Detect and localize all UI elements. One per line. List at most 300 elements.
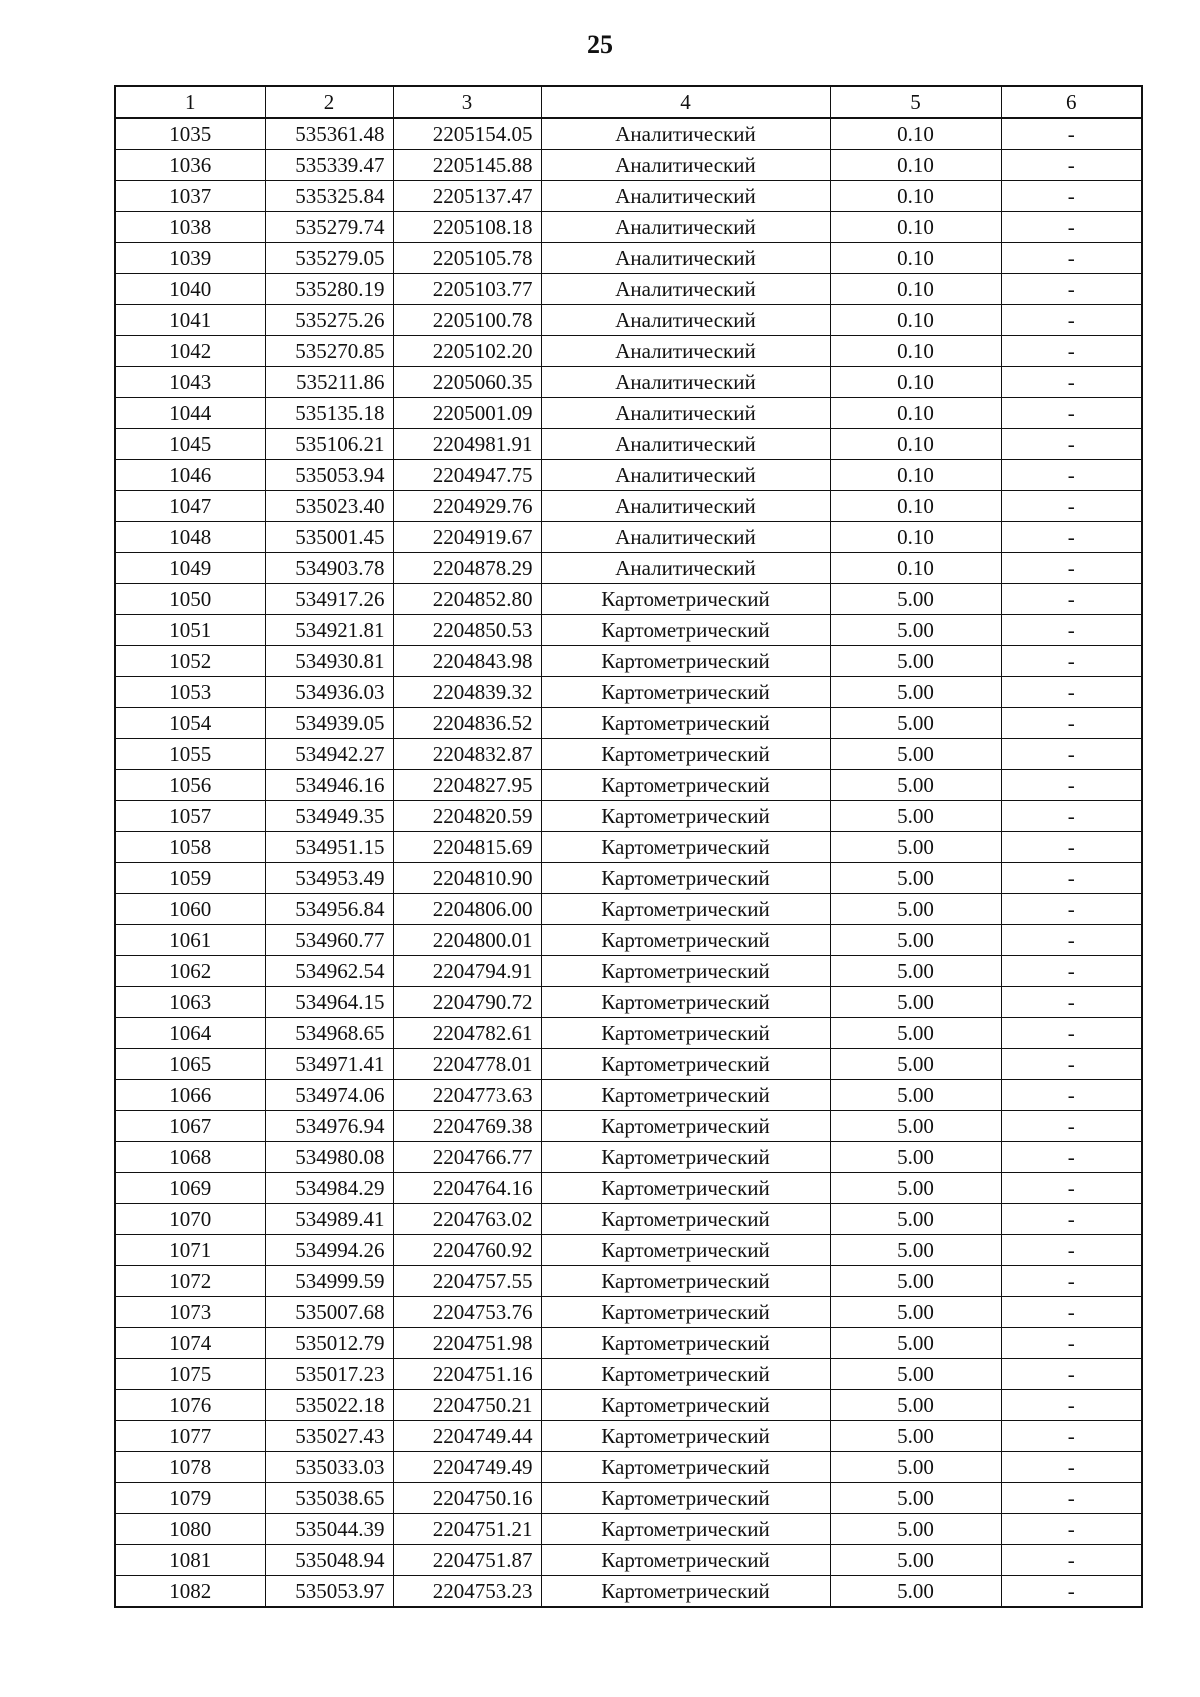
precision-cell: 5.00 [830,1328,1001,1359]
note-cell: - [1001,987,1142,1018]
note-cell: - [1001,1204,1142,1235]
table-row [115,1018,1142,1049]
page-number: 25 [587,30,613,59]
precision-cell: 5.00 [830,1359,1001,1390]
table-row [115,615,1142,646]
table-row [115,1173,1142,1204]
precision-cell: 0.10 [830,305,1001,336]
method-cell: Картометрический [541,1545,830,1576]
note-cell: - [1001,677,1142,708]
table-row [115,398,1142,429]
precision-cell: 5.00 [830,677,1001,708]
x-coordinate-cell: 534976.94 [265,1111,393,1142]
point-number-cell: 1075 [115,1359,265,1390]
table-row [115,1359,1142,1390]
x-coordinate-cell: 534989.41 [265,1204,393,1235]
table-row [115,1204,1142,1235]
table-row [115,1142,1142,1173]
point-number-cell: 1049 [115,553,265,584]
precision-cell: 5.00 [830,1576,1001,1608]
y-coordinate-cell: 2205108.18 [393,212,541,243]
method-cell: Картометрический [541,1142,830,1173]
note-cell: - [1001,1142,1142,1173]
table-row [115,1080,1142,1111]
method-cell: Картометрический [541,801,830,832]
note-cell: - [1001,770,1142,801]
x-coordinate-cell: 534971.41 [265,1049,393,1080]
point-number-cell: 1072 [115,1266,265,1297]
y-coordinate-cell: 2204800.01 [393,925,541,956]
precision-cell: 0.10 [830,491,1001,522]
point-number-cell: 1066 [115,1080,265,1111]
x-coordinate-cell: 534917.26 [265,584,393,615]
note-cell: - [1001,1514,1142,1545]
method-cell: Аналитический [541,367,830,398]
precision-cell: 0.10 [830,522,1001,553]
x-coordinate-cell: 534960.77 [265,925,393,956]
table-row [115,646,1142,677]
table-row [115,584,1142,615]
table-row [115,553,1142,584]
note-cell: - [1001,1018,1142,1049]
y-coordinate-cell: 2204751.21 [393,1514,541,1545]
note-cell: - [1001,1359,1142,1390]
y-coordinate-cell: 2204878.29 [393,553,541,584]
method-cell: Картометрический [541,1204,830,1235]
note-cell: - [1001,243,1142,274]
precision-cell: 0.10 [830,150,1001,181]
table-row [115,181,1142,212]
x-coordinate-cell: 535279.05 [265,243,393,274]
x-coordinate-cell: 535044.39 [265,1514,393,1545]
table-row [115,336,1142,367]
note-cell: - [1001,615,1142,646]
column-header: 3 [393,86,541,118]
header-row [115,86,1142,118]
column-header: 2 [265,86,393,118]
y-coordinate-cell: 2204749.49 [393,1452,541,1483]
y-coordinate-cell: 2205001.09 [393,398,541,429]
table-row [115,491,1142,522]
y-coordinate-cell: 2204760.92 [393,1235,541,1266]
table-row [115,863,1142,894]
note-cell: - [1001,1049,1142,1080]
method-cell: Картометрический [541,1266,830,1297]
point-number-cell: 1043 [115,367,265,398]
note-cell: - [1001,708,1142,739]
method-cell: Аналитический [541,305,830,336]
y-coordinate-cell: 2204810.90 [393,863,541,894]
table-row [115,925,1142,956]
y-coordinate-cell: 2204843.98 [393,646,541,677]
x-coordinate-cell: 535017.23 [265,1359,393,1390]
point-number-cell: 1079 [115,1483,265,1514]
note-cell: - [1001,336,1142,367]
point-number-cell: 1054 [115,708,265,739]
note-cell: - [1001,212,1142,243]
precision-cell: 5.00 [830,1390,1001,1421]
method-cell: Картометрический [541,770,830,801]
point-number-cell: 1078 [115,1452,265,1483]
point-number-cell: 1070 [115,1204,265,1235]
point-number-cell: 1050 [115,584,265,615]
y-coordinate-cell: 2204839.32 [393,677,541,708]
note-cell: - [1001,1421,1142,1452]
note-cell: - [1001,150,1142,181]
precision-cell: 5.00 [830,770,1001,801]
method-cell: Картометрический [541,956,830,987]
y-coordinate-cell: 2204763.02 [393,1204,541,1235]
note-cell: - [1001,1483,1142,1514]
note-cell: - [1001,429,1142,460]
x-coordinate-cell: 535022.18 [265,1390,393,1421]
table-row [115,522,1142,553]
x-coordinate-cell: 535027.43 [265,1421,393,1452]
y-coordinate-cell: 2204750.16 [393,1483,541,1514]
x-coordinate-cell: 534921.81 [265,615,393,646]
method-cell: Картометрический [541,739,830,770]
y-coordinate-cell: 2204790.72 [393,987,541,1018]
y-coordinate-cell: 2204836.52 [393,708,541,739]
x-coordinate-cell: 535053.97 [265,1576,393,1608]
x-coordinate-cell: 534903.78 [265,553,393,584]
method-cell: Картометрический [541,1328,830,1359]
method-cell: Картометрический [541,832,830,863]
table-row [115,1328,1142,1359]
precision-cell: 0.10 [830,274,1001,305]
y-coordinate-cell: 2204832.87 [393,739,541,770]
point-number-cell: 1048 [115,522,265,553]
precision-cell: 0.10 [830,212,1001,243]
note-cell: - [1001,801,1142,832]
method-cell: Аналитический [541,212,830,243]
precision-cell: 0.10 [830,460,1001,491]
note-cell: - [1001,1173,1142,1204]
precision-cell: 5.00 [830,1452,1001,1483]
note-cell: - [1001,1111,1142,1142]
method-cell: Аналитический [541,398,830,429]
x-coordinate-cell: 534984.29 [265,1173,393,1204]
point-number-cell: 1044 [115,398,265,429]
point-number-cell: 1067 [115,1111,265,1142]
table-row [115,1421,1142,1452]
column-header: 5 [830,86,1001,118]
y-coordinate-cell: 2204769.38 [393,1111,541,1142]
note-cell: - [1001,1328,1142,1359]
note-cell: - [1001,1080,1142,1111]
method-cell: Картометрический [541,1235,830,1266]
point-number-cell: 1063 [115,987,265,1018]
precision-cell: 5.00 [830,987,1001,1018]
method-cell: Картометрический [541,1173,830,1204]
x-coordinate-cell: 534956.84 [265,894,393,925]
note-cell: - [1001,274,1142,305]
method-cell: Картометрический [541,1576,830,1608]
table-row [115,150,1142,181]
table-row [115,956,1142,987]
precision-cell: 0.10 [830,367,1001,398]
point-number-cell: 1041 [115,305,265,336]
precision-cell: 5.00 [830,1483,1001,1514]
table-row [115,1576,1142,1608]
note-cell: - [1001,553,1142,584]
table-row [115,894,1142,925]
precision-cell: 5.00 [830,646,1001,677]
x-coordinate-cell: 534953.49 [265,863,393,894]
method-cell: Картометрический [541,987,830,1018]
note-cell: - [1001,491,1142,522]
y-coordinate-cell: 2205137.47 [393,181,541,212]
precision-cell: 5.00 [830,894,1001,925]
precision-cell: 5.00 [830,1142,1001,1173]
method-cell: Картометрический [541,1514,830,1545]
x-coordinate-cell: 534994.26 [265,1235,393,1266]
x-coordinate-cell: 535033.03 [265,1452,393,1483]
x-coordinate-cell: 534949.35 [265,801,393,832]
x-coordinate-cell: 535270.85 [265,336,393,367]
x-coordinate-cell: 534930.81 [265,646,393,677]
x-coordinate-cell: 534946.16 [265,770,393,801]
precision-cell: 5.00 [830,1204,1001,1235]
y-coordinate-cell: 2205103.77 [393,274,541,305]
precision-cell: 5.00 [830,1514,1001,1545]
coordinates-table [114,85,1143,1608]
point-number-cell: 1080 [115,1514,265,1545]
note-cell: - [1001,305,1142,336]
y-coordinate-cell: 2204852.80 [393,584,541,615]
method-cell: Картометрический [541,677,830,708]
point-number-cell: 1040 [115,274,265,305]
y-coordinate-cell: 2205102.20 [393,336,541,367]
table-row [115,1483,1142,1514]
x-coordinate-cell: 535007.68 [265,1297,393,1328]
point-number-cell: 1042 [115,336,265,367]
method-cell: Картометрический [541,584,830,615]
y-coordinate-cell: 2204750.21 [393,1390,541,1421]
method-cell: Картометрический [541,894,830,925]
method-cell: Аналитический [541,150,830,181]
point-number-cell: 1051 [115,615,265,646]
note-cell: - [1001,584,1142,615]
note-cell: - [1001,1576,1142,1608]
y-coordinate-cell: 2204751.16 [393,1359,541,1390]
x-coordinate-cell: 535053.94 [265,460,393,491]
note-cell: - [1001,460,1142,491]
x-coordinate-cell: 535339.47 [265,150,393,181]
point-number-cell: 1053 [115,677,265,708]
note-cell: - [1001,1235,1142,1266]
point-number-cell: 1035 [115,118,265,150]
precision-cell: 5.00 [830,1080,1001,1111]
x-coordinate-cell: 534942.27 [265,739,393,770]
x-coordinate-cell: 535038.65 [265,1483,393,1514]
x-coordinate-cell: 535106.21 [265,429,393,460]
table-row [115,460,1142,491]
x-coordinate-cell: 535275.26 [265,305,393,336]
method-cell: Картометрический [541,925,830,956]
y-coordinate-cell: 2205060.35 [393,367,541,398]
method-cell: Картометрический [541,1390,830,1421]
point-number-cell: 1059 [115,863,265,894]
precision-cell: 5.00 [830,615,1001,646]
table-row [115,708,1142,739]
note-cell: - [1001,925,1142,956]
method-cell: Картометрический [541,1080,830,1111]
table-row [115,832,1142,863]
note-cell: - [1001,646,1142,677]
method-cell: Картометрический [541,1359,830,1390]
x-coordinate-cell: 534999.59 [265,1266,393,1297]
point-number-cell: 1058 [115,832,265,863]
point-number-cell: 1056 [115,770,265,801]
note-cell: - [1001,181,1142,212]
method-cell: Картометрический [541,1018,830,1049]
x-coordinate-cell: 534962.54 [265,956,393,987]
x-coordinate-cell: 534974.06 [265,1080,393,1111]
method-cell: Картометрический [541,615,830,646]
note-cell: - [1001,1266,1142,1297]
note-cell: - [1001,832,1142,863]
precision-cell: 5.00 [830,1266,1001,1297]
point-number-cell: 1081 [115,1545,265,1576]
y-coordinate-cell: 2204827.95 [393,770,541,801]
precision-cell: 5.00 [830,801,1001,832]
precision-cell: 5.00 [830,739,1001,770]
precision-cell: 0.10 [830,181,1001,212]
precision-cell: 5.00 [830,863,1001,894]
y-coordinate-cell: 2204751.87 [393,1545,541,1576]
method-cell: Картометрический [541,1111,830,1142]
y-coordinate-cell: 2204764.16 [393,1173,541,1204]
method-cell: Картометрический [541,1452,830,1483]
point-number-cell: 1039 [115,243,265,274]
precision-cell: 0.10 [830,243,1001,274]
table-row [115,1452,1142,1483]
y-coordinate-cell: 2204749.44 [393,1421,541,1452]
table-row [115,1390,1142,1421]
point-number-cell: 1071 [115,1235,265,1266]
y-coordinate-cell: 2204757.55 [393,1266,541,1297]
y-coordinate-cell: 2204919.67 [393,522,541,553]
point-number-cell: 1082 [115,1576,265,1608]
precision-cell: 5.00 [830,708,1001,739]
x-coordinate-cell: 535012.79 [265,1328,393,1359]
point-number-cell: 1037 [115,181,265,212]
table-body [115,118,1142,1607]
point-number-cell: 1036 [115,150,265,181]
x-coordinate-cell: 535211.86 [265,367,393,398]
y-coordinate-cell: 2204753.76 [393,1297,541,1328]
y-coordinate-cell: 2204820.59 [393,801,541,832]
precision-cell: 5.00 [830,925,1001,956]
table-row [115,987,1142,1018]
note-cell: - [1001,118,1142,150]
table-row [115,801,1142,832]
note-cell: - [1001,1297,1142,1328]
note-cell: - [1001,739,1142,770]
x-coordinate-cell: 534968.65 [265,1018,393,1049]
point-number-cell: 1052 [115,646,265,677]
y-coordinate-cell: 2205145.88 [393,150,541,181]
point-number-cell: 1055 [115,739,265,770]
precision-cell: 5.00 [830,1545,1001,1576]
table-row [115,739,1142,770]
column-header: 6 [1001,86,1142,118]
x-coordinate-cell: 535279.74 [265,212,393,243]
method-cell: Картометрический [541,1049,830,1080]
table-row [115,212,1142,243]
precision-cell: 5.00 [830,1173,1001,1204]
precision-cell: 5.00 [830,1421,1001,1452]
table-row [115,770,1142,801]
y-coordinate-cell: 2204947.75 [393,460,541,491]
y-coordinate-cell: 2205105.78 [393,243,541,274]
point-number-cell: 1077 [115,1421,265,1452]
table-row [115,1049,1142,1080]
table-row [115,677,1142,708]
precision-cell: 5.00 [830,1297,1001,1328]
precision-cell: 5.00 [830,1018,1001,1049]
table-row [115,429,1142,460]
x-coordinate-cell: 534980.08 [265,1142,393,1173]
method-cell: Аналитический [541,243,830,274]
x-coordinate-cell: 535361.48 [265,118,393,150]
y-coordinate-cell: 2204850.53 [393,615,541,646]
note-cell: - [1001,398,1142,429]
precision-cell: 0.10 [830,429,1001,460]
method-cell: Картометрический [541,1297,830,1328]
precision-cell: 5.00 [830,1235,1001,1266]
x-coordinate-cell: 535280.19 [265,274,393,305]
table-row [115,1545,1142,1576]
precision-cell: 0.10 [830,118,1001,150]
point-number-cell: 1062 [115,956,265,987]
method-cell: Аналитический [541,274,830,305]
note-cell: - [1001,1452,1142,1483]
point-number-cell: 1038 [115,212,265,243]
x-coordinate-cell: 535001.45 [265,522,393,553]
method-cell: Картометрический [541,1483,830,1514]
y-coordinate-cell: 2204981.91 [393,429,541,460]
y-coordinate-cell: 2204815.69 [393,832,541,863]
y-coordinate-cell: 2204782.61 [393,1018,541,1049]
method-cell: Аналитический [541,491,830,522]
x-coordinate-cell: 534951.15 [265,832,393,863]
method-cell: Картометрический [541,708,830,739]
note-cell: - [1001,956,1142,987]
precision-cell: 5.00 [830,1049,1001,1080]
x-coordinate-cell: 535048.94 [265,1545,393,1576]
point-number-cell: 1069 [115,1173,265,1204]
table-row [115,305,1142,336]
precision-cell: 5.00 [830,1111,1001,1142]
method-cell: Аналитический [541,460,830,491]
point-number-cell: 1073 [115,1297,265,1328]
table-header [115,86,1142,118]
point-number-cell: 1064 [115,1018,265,1049]
method-cell: Картометрический [541,1421,830,1452]
precision-cell: 0.10 [830,398,1001,429]
table-row [115,243,1142,274]
table-row [115,1235,1142,1266]
method-cell: Картометрический [541,863,830,894]
point-number-cell: 1061 [115,925,265,956]
point-number-cell: 1047 [115,491,265,522]
x-coordinate-cell: 534939.05 [265,708,393,739]
precision-cell: 0.10 [830,553,1001,584]
column-header: 4 [541,86,830,118]
y-coordinate-cell: 2204806.00 [393,894,541,925]
